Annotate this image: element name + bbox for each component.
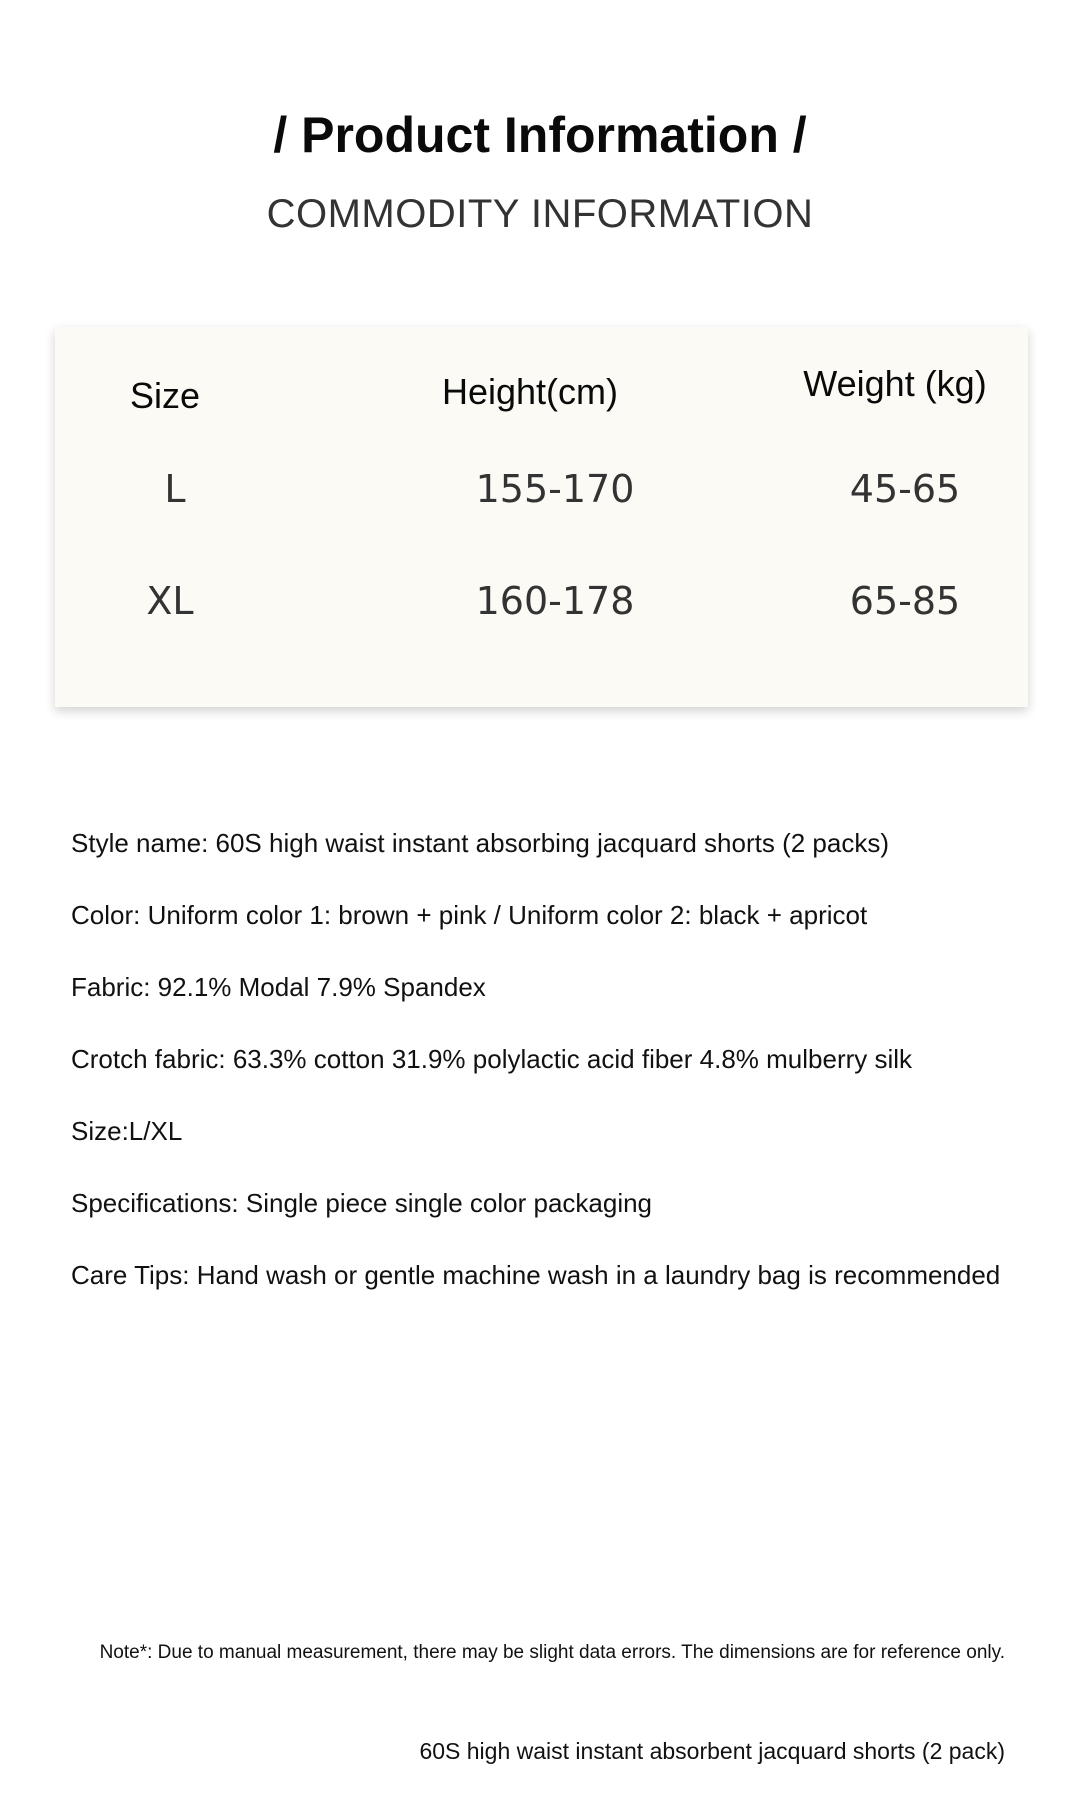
weight-value-xl: 65-85 (849, 579, 961, 623)
care-tips-line: Care Tips: Hand wash or gentle machine wash in a laundry bag is recommended (71, 1260, 1001, 1290)
size-value-xl: XL (146, 579, 194, 623)
color-line: Color: Uniform color 1: brown + pink / Uniform color 2: black + apricot (71, 900, 868, 930)
specifications-line: Specifications: Single piece single color packaging (71, 1188, 653, 1218)
size-line: Size:L/XL (71, 1116, 183, 1146)
page-title: / Product Information / (273, 107, 807, 163)
size-chart-card (55, 327, 1028, 707)
footer-product-name: 60S high waist instant absorbent jacquard shorts (2 pack) (419, 1738, 1005, 1764)
height-value-l: 155-170 (475, 467, 635, 511)
size-column-header: Size (129, 375, 201, 416)
weight-column-header: Weight (kg) (803, 363, 987, 404)
height-value-xl: 160-178 (475, 579, 635, 623)
page-subtitle: COMMODITY INFORMATION (266, 192, 814, 236)
size-value-l: L (164, 467, 186, 511)
height-column-header: Height(cm) (441, 371, 619, 412)
crotch-fabric-line: Crotch fabric: 63.3% cotton 31.9% polylactic acid fiber 4.8% mulberry silk (71, 1044, 913, 1074)
product-info-list (71, 828, 1031, 1332)
weight-value-l: 45-65 (849, 467, 961, 511)
style-name-line: Style name: 60S high waist instant absorbing jacquard shorts (2 packs) (71, 828, 889, 858)
measurement-note: Note*: Due to manual measurement, there may be slight data errors. The dimensions are for reference only. (99, 1642, 1005, 1663)
fabric-line: Fabric: 92.1% Modal 7.9% Spandex (71, 972, 486, 1002)
